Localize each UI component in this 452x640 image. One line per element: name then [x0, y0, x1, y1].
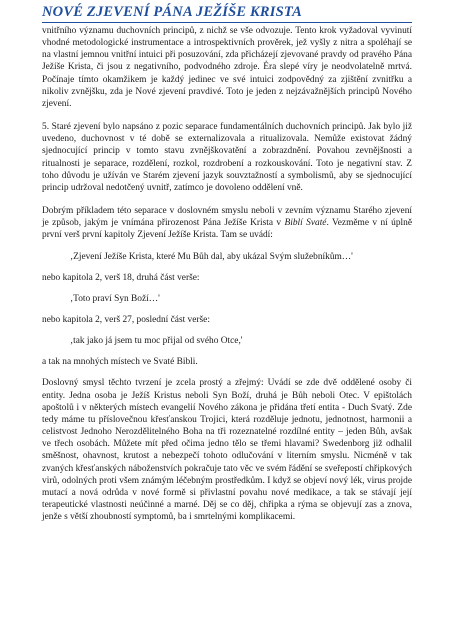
paragraph-separation-text-b: . Vezměme v ní úplně první verš první kapitoly Zjevení Ježíše Krista. Tam se uvádí: — [42, 218, 413, 241]
header-rule — [42, 22, 412, 23]
paragraph-literal-sense: Doslovný smysl těchto tvrzení je zcela prostý a zřejmý: Uvádí se zde dvě oddělené osoby či entity. Jedna osoba je Ježíš Kristus neboli Syn Boží, druhá je Bůh neboli Otec. V epištolách apoštolů i v některých místech evangelií Nového zákona je přidána třetí entita - Duch Svatý. Zde tedy máme tu příslovečnou křesťanskou Trojici, která rozděluje jednotu, jednotnost, harmonii a celistvost Jednoho Nerozdělitelného Boha na tři rozeznatelné rozdílné entity – jeden Bůh, avšak ve třech osobách. Můžete mít před očima jedno tělo se třemi hlavami? Swedenborg již odhalil směšnost, ohavnost, krutost a nebezpečí tohoto odlučování v literním smyslu. Nicméně v tak zvaných křesťanských náboženstvích pokračuje tato věc ve svém řádění se sveřepostí chřipkových virů, odolných proti všem známým léčebným prostředkům. I když se objeví nový lék, virus projde mutací a nová odrůda v nové formě si přivlastní povahu nové medikace, a tak se stávají její terapeutické vlastnosti neúčinné a marné. Děj se co děj, chřipka a rýma se objevují zas a znova, jenže s větší zhoubností symptomů, ba i smrtelnými komplikacemi. — [42, 378, 412, 523]
document-body — [42, 25, 412, 534]
quote-power-from-father: ‚tak jako já jsem tu moc přijal od svého Otce,' — [70, 336, 243, 347]
quote-revelation-1-1: ‚Zjevení Ježíše Krista, které Mu Bůh dal, aby ukázal Svým služebníkům…' — [70, 251, 353, 262]
line-chapter-2-verse-27: nebo kapitola 2, verš 27, poslední část verše: — [42, 314, 210, 325]
quote-son-of-god: ‚Toto praví Syn Boží…' — [70, 293, 160, 304]
paragraph-separation-text-a: Dobrým příkladem této separace v doslovném smyslu neboli v zevním významu Starého zjevení je způsob, jakým je vnímána přirozenost Pána Ježíše Krista v — [42, 206, 412, 229]
paragraph-5-old-revelation: 5. Staré zjevení bylo napsáno z pozic separace fundamentálních duchovních principů. Jak bylo již uvedeno, duchovnost v té době se externalizovala a ritualizovala. Nemůže existovat žádný sjednocující princip v tomto stavu zvnějškovatění a zobrazdnění. Povahou zevnějšnosti a ritualnosti je separace, rozdělení, rozkol, rozdrobení a rozkouskování. Toto je negativní stav. Z toho důvodu je užíván ve Starém zjevení jazyk souvztažností a symbolismů, aby se sjednocující princip udržoval nedotčený uvnitř, zatímco je dovoleno oddělení vně. — [42, 122, 412, 193]
bible-title-italic: Biblí Svaté — [284, 218, 327, 229]
paragraph-intuition: vnitřního významu duchovních principů, z nichž se vše odvozuje. Tento krok vyžadoval vyvinutí vhodné metodologické instrumentace a introspektivních prověrek, jež vyšly z nitra a spoléhají se na vlastní jemnou vnitřní intuici při posuzování, zda přicházejí zjevované pravdy od pravého Pána Ježíše Krista, či jsou z negativního, podvodného zdroje. Éra slepé víry je neodvolatelně mrtvá. Počínaje tímto okamžikem je každý jedinec ve své intuici zodpovědný za zjištění zvnitřku a nikoliv zvnějšku, zda je Nové zjevení pravdivé. Toto je jeden z nejzávažnějších principů Nového zjevení. — [42, 26, 412, 109]
paragraph-separation-example — [42, 205, 412, 241]
page-header-title: NOVÉ ZJEVENÍ PÁNA JEŽÍŠE KRISTA — [42, 4, 303, 20]
line-chapter-2-verse-18: nebo kapitola 2, verš 18, druhá část verše: — [42, 272, 200, 283]
line-many-places: a tak na mnohých místech ve Svaté Bibli. — [42, 357, 198, 368]
